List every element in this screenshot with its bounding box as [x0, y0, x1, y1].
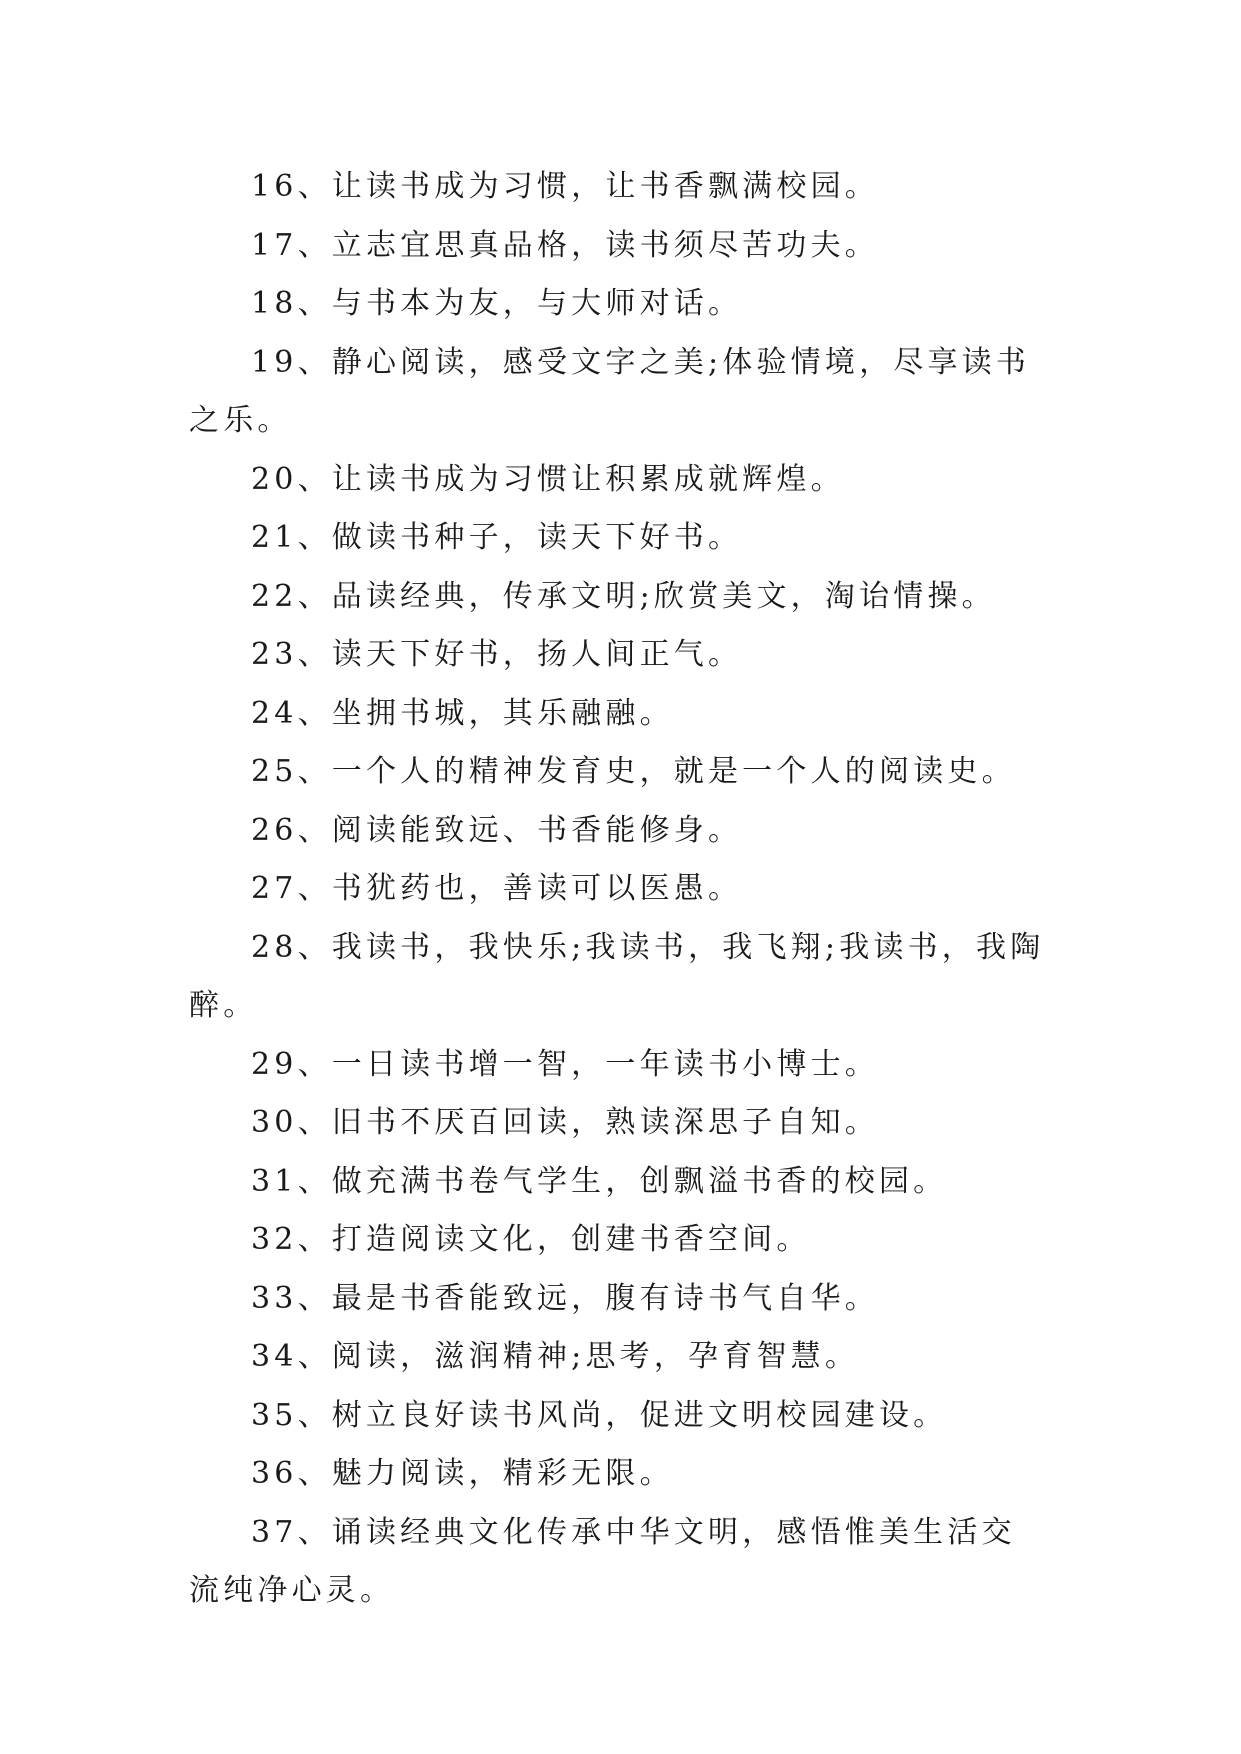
paragraph-32: 32、打造阅读文化，创建书香空间。 — [251, 1222, 811, 1257]
paragraph-35: 35、树立良好读书风尚，促进文明校园建设。 — [251, 1397, 948, 1433]
paragraph-24: 24、坐拥书城，其乐融融。 — [251, 695, 674, 731]
paragraph-36: 36、魅力阅读，精彩无限。 — [251, 1456, 674, 1491]
paragraph-30: 30、旧书不厌百回读，熟读深思子自知。 — [251, 1105, 879, 1140]
paragraph-33: 33、最是书香能致远，腹有诗书气自华。 — [251, 1280, 879, 1316]
paragraph-26: 26、阅读能致远、书香能修身。 — [251, 812, 743, 848]
paragraph-16: 16、让读书成为习惯，让书香飘满校园。 — [251, 169, 879, 204]
paragraph-34: 34、阅读，滋润精神;思考，孕育智慧。 — [251, 1339, 860, 1374]
paragraph-20: 20、让读书成为习惯让积累成就辉煌。 — [251, 461, 845, 497]
paragraph-18: 18、与书本为友，与大师对话。 — [251, 286, 743, 321]
paragraph-29: 29、一日读书增一智，一年读书小博士。 — [251, 1046, 879, 1082]
paragraph-17: 17、立志宜思真品格，读书须尽苦功夫。 — [251, 227, 879, 263]
paragraph-27: 27、书犹药也，善读可以医愚。 — [251, 871, 743, 906]
paragraph-21: 21、做读书种子，读天下好书。 — [251, 520, 743, 555]
paragraph-37: 37、诵读经典文化传承中华文明，感悟惟美生活交流纯净心灵。 — [189, 1514, 1016, 1608]
paragraph-19: 19、静心阅读，感受文字之美;体验情境，尽享读书之乐。 — [189, 344, 1031, 438]
paragraph-28: 28、我读书，我快乐;我读书，我飞翔;我读书，我陶醉。 — [189, 929, 1045, 1023]
document-body — [189, 158, 1049, 1621]
paragraph-22: 22、品读经典，传承文明;欣赏美文，淘诒情操。 — [251, 578, 996, 614]
paragraph-25: 25、一个人的精神发育史，就是一个人的阅读史。 — [251, 754, 1016, 789]
paragraph-23: 23、读天下好书，扬人间正气。 — [251, 637, 743, 672]
paragraph-31: 31、做充满书卷气学生，创飘溢书香的校园。 — [251, 1163, 948, 1199]
